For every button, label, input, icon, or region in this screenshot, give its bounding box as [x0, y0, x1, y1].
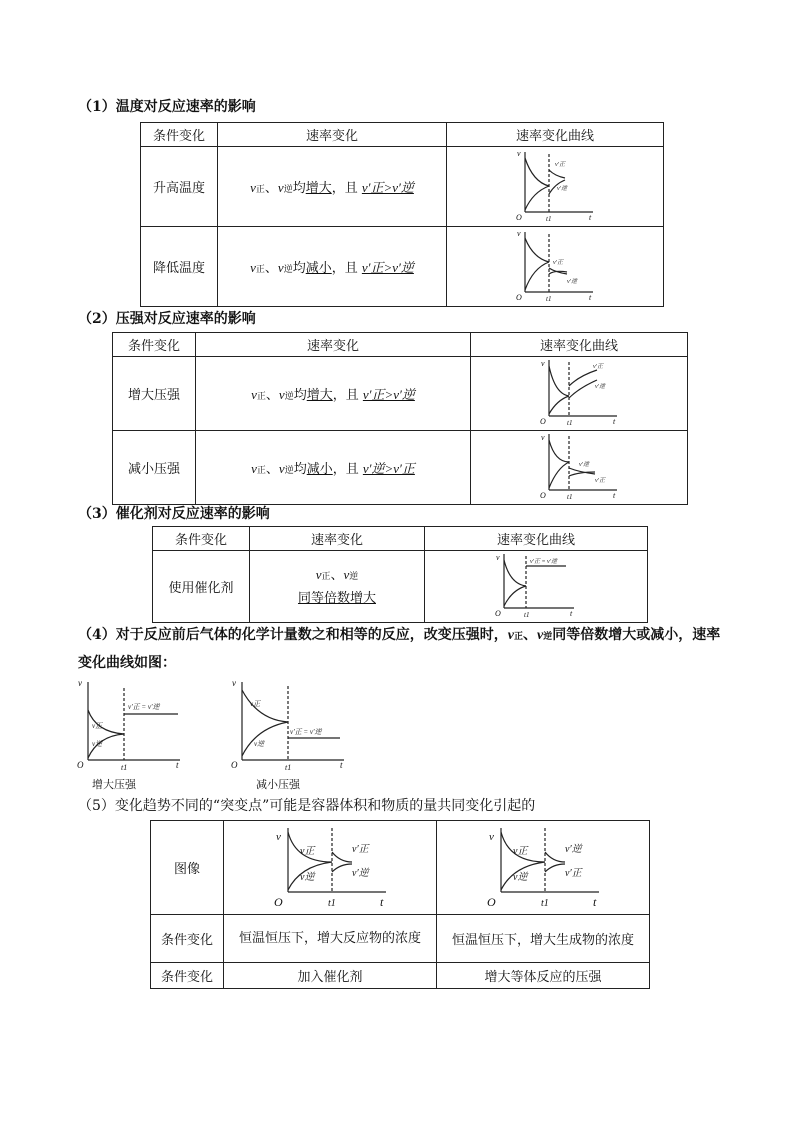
- svg-text:v′逆: v′逆: [595, 383, 605, 390]
- svg-text:O: O: [540, 490, 546, 500]
- catalyst-table: [152, 526, 648, 623]
- rate-curve-cell: [471, 357, 688, 431]
- condition-cell-a: 恒温恒压下，增大反应物的浓度: [224, 915, 437, 963]
- col-header-rate-change: 速率变化: [218, 123, 447, 147]
- rate-change-cell: v正、v逆均增大，且 v′正>v′逆: [196, 357, 471, 431]
- svg-text:t: t: [570, 608, 573, 618]
- rate-curve-graph: [539, 358, 619, 426]
- svg-text:t: t: [589, 212, 592, 222]
- decrease-pressure-caption: 减小压强: [256, 778, 300, 791]
- rate-curve-graph: [494, 552, 578, 618]
- svg-text:t1: t1: [285, 763, 292, 772]
- svg-text:t1: t1: [524, 610, 530, 618]
- svg-text:t: t: [593, 894, 597, 909]
- image-cell-a: [224, 821, 437, 915]
- svg-text:v正: v正: [300, 845, 315, 857]
- svg-text:v正: v正: [250, 700, 261, 708]
- col-header-rate-curve: 速率变化曲线: [425, 527, 648, 551]
- svg-text:O: O: [274, 894, 283, 909]
- svg-text:v′正: v′正: [593, 363, 603, 370]
- row-label-image: 图像: [151, 821, 224, 915]
- rate-curve-graph: [515, 228, 595, 302]
- svg-text:v逆: v逆: [92, 740, 103, 748]
- svg-text:O: O: [487, 894, 496, 909]
- svg-text:v′正: v′正: [595, 477, 605, 484]
- svg-text:v: v: [541, 432, 545, 442]
- svg-text:v′逆: v′逆: [565, 843, 582, 855]
- svg-text:v逆: v逆: [513, 871, 528, 883]
- condition-cell: 升高温度: [141, 147, 218, 227]
- col-header-rate-curve: 速率变化曲线: [447, 123, 664, 147]
- svg-text:v正: v正: [513, 845, 528, 857]
- svg-text:v′逆: v′逆: [579, 461, 589, 468]
- svg-text:v: v: [496, 552, 500, 562]
- svg-text:v′逆: v′逆: [557, 185, 567, 192]
- rate-curve-cell: [471, 431, 688, 505]
- svg-text:v: v: [276, 830, 281, 843]
- rate-change-cell: v正、v逆 同等倍数增大: [250, 551, 425, 623]
- rate-curve-cell: [447, 147, 664, 227]
- svg-text:v′正: v′正: [352, 843, 369, 855]
- svg-text:t1: t1: [121, 763, 128, 772]
- svg-text:v′正 = v′逆: v′正 = v′逆: [530, 558, 558, 565]
- svg-text:t1: t1: [541, 897, 549, 909]
- col-header-condition: 条件变化: [153, 527, 250, 551]
- col-header-rate-change: 速率变化: [250, 527, 425, 551]
- svg-text:v′正: v′正: [553, 259, 563, 266]
- section-2-title: （2）压强对反应速率的影响: [78, 311, 256, 327]
- svg-text:v: v: [489, 830, 494, 843]
- svg-text:t: t: [380, 894, 384, 909]
- svg-text:v: v: [541, 358, 545, 368]
- svg-text:v逆: v逆: [254, 740, 265, 748]
- decrease-pressure-graph: [228, 676, 348, 772]
- rate-curve-graph: [539, 432, 619, 500]
- condition-cell: 减小压强: [113, 431, 196, 505]
- temperature-table: [140, 122, 664, 307]
- rate-change-cell: v正、v逆均减小，且 v′正>v′逆: [218, 227, 447, 307]
- svg-text:t: t: [613, 490, 616, 500]
- increase-pressure-caption: 增大压强: [92, 778, 136, 791]
- col-header-condition: 条件变化: [141, 123, 218, 147]
- section-1-title: （1）温度对反应速率的影响: [78, 99, 256, 115]
- condition-cell-a: 加入催化剂: [224, 963, 437, 989]
- increase-pressure-graph: [74, 676, 184, 772]
- image-cell-b: [437, 821, 650, 915]
- svg-text:t1: t1: [546, 294, 552, 302]
- svg-text:v′正 = v′逆: v′正 = v′逆: [128, 703, 160, 711]
- svg-text:v′正: v′正: [555, 161, 565, 168]
- svg-text:O: O: [516, 292, 522, 302]
- svg-text:t1: t1: [328, 897, 336, 909]
- row-label-condition: 条件变化: [151, 915, 224, 963]
- svg-text:v′正: v′正: [565, 867, 582, 879]
- svg-text:v: v: [517, 228, 521, 238]
- rate-change-cell: v正、v逆均增大，且 v′正>v′逆: [218, 147, 447, 227]
- svg-text:v: v: [232, 678, 236, 688]
- svg-text:O: O: [77, 760, 84, 770]
- condition-cell: 使用催化剂: [153, 551, 250, 623]
- sudden-change-graph-b: [483, 822, 603, 910]
- svg-text:v逆: v逆: [300, 871, 315, 883]
- row-label-condition: 条件变化: [151, 963, 224, 989]
- svg-text:t1: t1: [567, 492, 573, 500]
- rate-change-cell: v正、v逆均减小，且 v′逆>v′正: [196, 431, 471, 505]
- section-4-text: （4）对于反应前后气体的化学计量数之和相等的反应，改变压强时，v正、v逆同等倍数增大或减小，速率 变化曲线如图：: [78, 627, 721, 671]
- svg-text:O: O: [231, 760, 238, 770]
- condition-cell-b: 恒温恒压下，增大生成物的浓度: [437, 915, 650, 963]
- section-5-title: （5）变化趋势不同的“突变点”可能是容器体积和物质的量共同变化引起的: [78, 798, 536, 814]
- svg-text:O: O: [540, 416, 546, 426]
- col-header-rate-curve: 速率变化曲线: [471, 333, 688, 357]
- col-header-rate-change: 速率变化: [196, 333, 471, 357]
- pressure-table: [112, 332, 688, 505]
- svg-text:v: v: [78, 678, 82, 688]
- svg-text:t1: t1: [567, 418, 573, 426]
- svg-text:O: O: [495, 608, 501, 618]
- sudden-change-graph-a: [270, 822, 390, 910]
- svg-text:O: O: [516, 212, 522, 222]
- condition-cell: 降低温度: [141, 227, 218, 307]
- rate-curve-cell: [447, 227, 664, 307]
- svg-text:v′逆: v′逆: [352, 867, 369, 879]
- sudden-change-table: [150, 820, 650, 989]
- svg-text:t: t: [589, 292, 592, 302]
- rate-curve-cell: [425, 551, 648, 623]
- condition-cell: 增大压强: [113, 357, 196, 431]
- svg-text:v′正 = v′逆: v′正 = v′逆: [290, 728, 322, 736]
- col-header-condition: 条件变化: [113, 333, 196, 357]
- svg-text:v: v: [517, 148, 521, 158]
- svg-text:t1: t1: [546, 214, 552, 222]
- svg-text:t: t: [340, 760, 343, 770]
- section-3-title: （3）催化剂对反应速率的影响: [78, 506, 270, 522]
- svg-text:v′逆: v′逆: [567, 278, 577, 285]
- svg-text:t: t: [176, 760, 179, 770]
- condition-cell-b: 增大等体反应的压强: [437, 963, 650, 989]
- svg-text:t: t: [613, 416, 616, 426]
- svg-text:v正: v正: [92, 722, 103, 730]
- rate-curve-graph: [515, 148, 595, 222]
